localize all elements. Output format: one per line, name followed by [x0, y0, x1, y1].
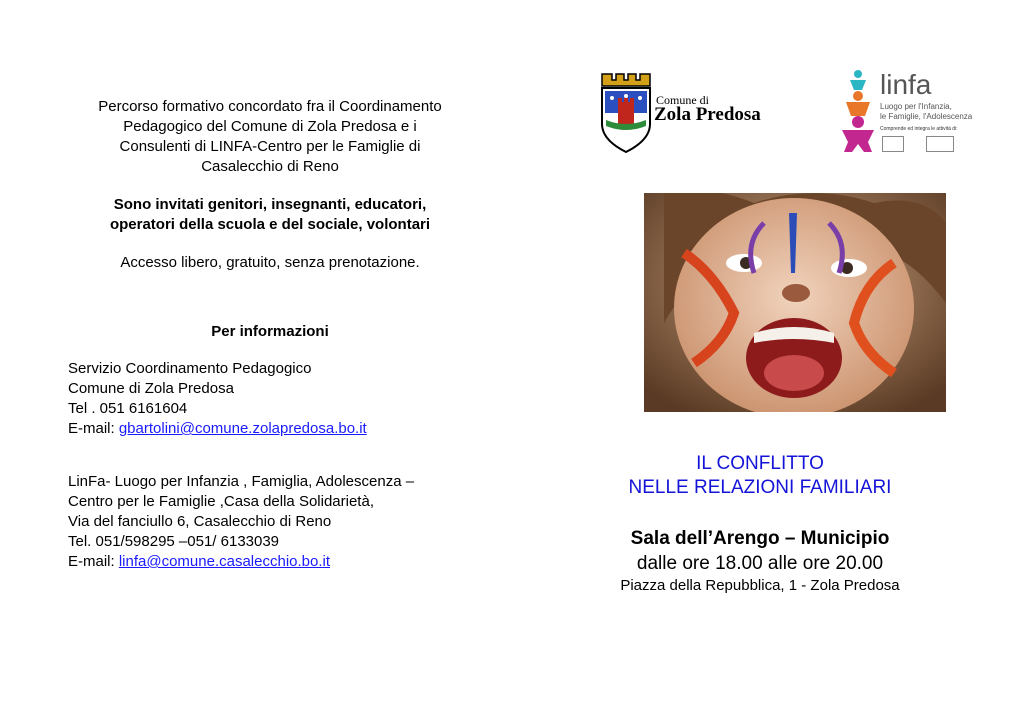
- linfa-email-link[interactable]: linfa@comune.casalecchio.bo.it: [118, 553, 331, 570]
- contact-servizio: [68, 359, 488, 439]
- info-heading-text: Per informazioni: [211, 323, 329, 340]
- invited-paragraph: [70, 195, 470, 235]
- linfa-logo-tagline1: Luogo per l'Infanzia,: [880, 102, 952, 111]
- linfa-logo-name: linfa: [880, 69, 932, 100]
- linfa-address: Via del fanciullo 6, Casalecchio di Reno: [68, 513, 332, 530]
- intro-line: Casalecchio di Reno: [201, 158, 339, 175]
- event-title-line1: IL CONFLITTO: [696, 453, 824, 474]
- linfa-logo-note: Comprende ed integra le attività di:: [880, 126, 958, 132]
- linfa-name: LinFa- Luogo per Infanzia , Famiglia, Adolescenza –: [68, 473, 415, 490]
- access-paragraph: [70, 253, 470, 273]
- invited-line: Sono invitati genitori, insegnanti, educatori,: [113, 196, 427, 213]
- partner-logo-icon: [882, 136, 904, 152]
- linfa-email-row: [68, 552, 488, 572]
- email-label: E-mail:: [68, 553, 119, 570]
- servizio-name: Servizio Coordinamento Pedagogico: [68, 360, 312, 377]
- comune-logo-line1: Comune di: [656, 93, 709, 107]
- contact-linfa: [68, 472, 488, 572]
- access-text: Accesso libero, gratuito, senza prenotazione.: [120, 254, 420, 271]
- photo-illustration: [644, 193, 946, 412]
- intro-line: Percorso formativo concordato fra il Coordinamento: [98, 98, 442, 115]
- linfa-figures-icon: [838, 68, 878, 154]
- event-venue: Sala dell’Arengo – Municipio: [630, 528, 890, 549]
- intro-line: Consulenti di LINFA-Centro per le Famiglie di: [119, 138, 421, 155]
- servizio-email-row: [68, 419, 488, 439]
- comune-zola-predosa-logo: [596, 70, 762, 156]
- comune-logo-line2: Zola Predosa: [654, 104, 761, 125]
- partner-logo-icon: [926, 136, 954, 152]
- servizio-comune: Comune di Zola Predosa: [68, 380, 234, 397]
- painted-face-child-photo: [644, 193, 946, 412]
- servizio-email-link[interactable]: gbartolini@comune.zolapredosa.bo.it: [118, 420, 367, 437]
- intro-line: Pedagogico del Comune di Zola Predosa e i: [123, 118, 417, 135]
- invited-line: operatori della scuola e del sociale, volontari: [109, 216, 431, 233]
- linfa-phone: Tel. 051/598295 –051/ 6133039: [68, 533, 280, 550]
- servizio-phone: Tel . 051 6161604: [68, 400, 188, 417]
- event-time: dalle ore 18.00 alle ore 20.00: [636, 553, 884, 574]
- linfa-centre: Centro per le Famiglie ,Casa della Solidarietà,: [68, 493, 374, 510]
- info-heading: [70, 322, 470, 342]
- event-title-line2: NELLE RELAZIONI FAMILIARI: [628, 477, 892, 498]
- linfa-logo: [838, 68, 973, 154]
- email-label: E-mail:: [68, 420, 119, 437]
- linfa-logo-tagline2: le Famiglie, l'Adolescenza: [880, 112, 973, 121]
- intro-paragraph: [70, 97, 470, 177]
- event-address: Piazza della Repubblica, 1 - Zola Predosa: [620, 577, 900, 594]
